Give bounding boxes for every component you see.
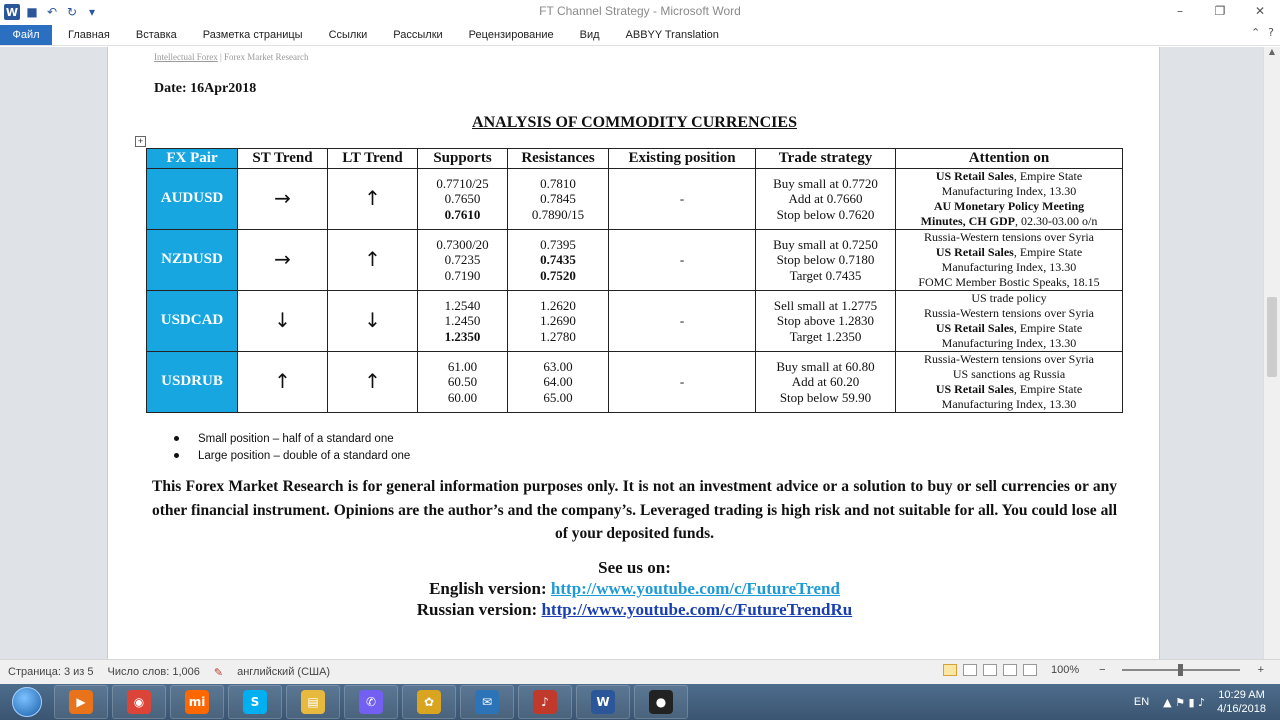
resistance-level: 0.7810 bbox=[540, 175, 576, 191]
vertical-scrollbar[interactable] bbox=[1263, 47, 1280, 659]
resistance-level: 0.7520 bbox=[540, 267, 576, 283]
taskbar-app-skype[interactable] bbox=[228, 685, 282, 719]
zoom-level[interactable]: 100% bbox=[1050, 664, 1080, 676]
page-counter[interactable]: Страница: 3 из 5 bbox=[8, 666, 94, 678]
taskbar-app-sticker[interactable] bbox=[402, 685, 456, 719]
attention-text: , Empire State bbox=[1013, 245, 1083, 259]
attention-line bbox=[898, 382, 1120, 397]
lt-trend-arrow-icon: ↑ bbox=[328, 169, 418, 230]
taskbar-app-viber[interactable] bbox=[344, 685, 398, 719]
skype-icon: S bbox=[243, 690, 267, 714]
attention-line: US sanctions ag Russia bbox=[952, 367, 1066, 381]
window-title: FT Channel Strategy - Microsoft Word bbox=[539, 4, 741, 18]
attention-cell bbox=[896, 230, 1123, 291]
save-icon[interactable]: ■ bbox=[26, 5, 38, 19]
header-subtitle: | Forex Market Research bbox=[217, 52, 309, 62]
support-level: 0.7235 bbox=[444, 252, 481, 268]
fx-pair-cell: USDRUB bbox=[147, 352, 238, 413]
attention-line bbox=[898, 214, 1120, 229]
attention-bold: US Retail Sales bbox=[935, 382, 1014, 396]
st-trend-arrow-icon: ↓ bbox=[238, 291, 328, 352]
attention-cell bbox=[896, 291, 1123, 352]
list-item bbox=[174, 430, 410, 447]
explorer-icon: ▤ bbox=[301, 690, 325, 714]
header-attention-on: Attention on bbox=[896, 149, 1123, 169]
tab-mailings[interactable]: Рассылки bbox=[393, 28, 443, 41]
strategy-line: Buy small at 0.7250 bbox=[773, 236, 878, 252]
existing-position-cell: - bbox=[609, 230, 756, 291]
tab-view[interactable]: Вид bbox=[579, 28, 600, 41]
media-icon: ♪ bbox=[533, 690, 557, 714]
existing-position-cell: - bbox=[609, 169, 756, 230]
see-us-heading: See us on: bbox=[598, 558, 671, 577]
title-bar bbox=[0, 0, 1280, 24]
strategy-line: Sell small at 1.2775 bbox=[773, 297, 878, 313]
attention-line: FOMC Member Bostic Speaks, 18.15 bbox=[918, 275, 1100, 289]
resistances-cell bbox=[508, 169, 609, 230]
attention-line: Russia-Western tensions over Syria bbox=[923, 306, 1094, 320]
quick-access-toolbar bbox=[0, 0, 102, 24]
header-brand: Intellectual Forex bbox=[154, 52, 218, 62]
resistance-level: 63.00 bbox=[543, 358, 573, 374]
taskbar-apps bbox=[54, 685, 692, 719]
support-level: 60.00 bbox=[447, 389, 478, 405]
attention-bold: US Retail Sales bbox=[935, 321, 1014, 335]
note-text: Large position – double of a standard one bbox=[198, 449, 411, 462]
tab-page-layout[interactable]: Разметка страницы bbox=[202, 28, 303, 41]
taskbar-app-media[interactable] bbox=[518, 685, 572, 719]
strategy-line: Stop below 0.7180 bbox=[776, 252, 875, 268]
attention-text: , Empire State bbox=[1013, 169, 1083, 183]
zoom-out-button[interactable]: − bbox=[1099, 664, 1106, 676]
table-header-row bbox=[147, 149, 1123, 169]
print-layout-view-button[interactable] bbox=[943, 664, 957, 676]
taskbar-app-obs[interactable] bbox=[634, 685, 688, 719]
resistance-level: 1.2690 bbox=[540, 313, 576, 329]
tab-home[interactable]: Главная bbox=[68, 28, 110, 41]
strategy-line: Target 1.2350 bbox=[789, 328, 862, 344]
media-player-icon: ▶ bbox=[69, 690, 93, 714]
supports-cell bbox=[418, 352, 508, 413]
list-item bbox=[174, 447, 410, 464]
table-row bbox=[147, 169, 1123, 230]
viber-icon: ✆ bbox=[359, 690, 383, 714]
tab-file[interactable]: Файл bbox=[0, 25, 52, 45]
word-logo: W bbox=[5, 5, 19, 19]
qat-menu-icon[interactable]: ▾ bbox=[88, 5, 96, 19]
attention-bold: Minutes, CH GDP bbox=[920, 214, 1015, 228]
taskbar-app-thunderbird[interactable] bbox=[460, 685, 514, 719]
support-level: 0.7650 bbox=[444, 191, 481, 207]
resistance-level: 64.00 bbox=[543, 374, 573, 390]
table-move-handle[interactable]: + bbox=[135, 136, 146, 147]
fx-pair-cell: NZDUSD bbox=[147, 230, 238, 291]
russian-version-line bbox=[108, 600, 1161, 620]
resistances-cell bbox=[508, 230, 609, 291]
minimize-icon[interactable]: – bbox=[1177, 4, 1183, 18]
tab-review[interactable]: Рецензирование bbox=[468, 28, 554, 41]
fx-pair-cell: USDCAD bbox=[147, 291, 238, 352]
support-level: 61.00 bbox=[447, 358, 478, 374]
support-level: 1.2540 bbox=[444, 297, 481, 313]
support-level: 0.7300/20 bbox=[436, 236, 489, 252]
full-screen-view-button[interactable] bbox=[963, 664, 977, 676]
resistances-cell bbox=[508, 352, 609, 413]
status-bar bbox=[0, 659, 1280, 684]
trade-strategy-cell bbox=[756, 169, 896, 230]
attention-line bbox=[898, 245, 1120, 260]
document-page[interactable] bbox=[107, 47, 1160, 659]
english-youtube-link[interactable]: http://www.youtube.com/c/FutureTrend bbox=[550, 579, 840, 598]
attention-line: AU Monetary Policy Meeting bbox=[933, 199, 1085, 213]
attention-cell bbox=[896, 352, 1123, 413]
attention-text: , Empire State bbox=[1013, 321, 1083, 335]
position-notes-list bbox=[174, 430, 410, 464]
header-fx-pair: FX Pair bbox=[147, 149, 238, 169]
header-supports: Supports bbox=[418, 149, 508, 169]
document-title: ANALYSIS OF COMMODITY CURRENCIES bbox=[472, 114, 797, 131]
clock-time: 10:29 AM bbox=[1218, 689, 1265, 701]
st-trend-arrow-icon: ↑ bbox=[238, 352, 328, 413]
header-trade-strategy: Trade strategy bbox=[756, 149, 896, 169]
table-row bbox=[147, 230, 1123, 291]
tab-insert[interactable]: Вставка bbox=[135, 28, 177, 41]
view-and-zoom-controls bbox=[943, 664, 1270, 676]
disclaimer-paragraph: This Forex Market Research is for general information purposes only. It is not an investment advice or a solution to buy or sell currencies or any other financial instrument. Opinions are the author’s and the company’s. Leveraged trading is high risk and not suitable for all. You could lose all of your deposited funds. bbox=[152, 478, 1117, 542]
header-st-trend: ST Trend bbox=[238, 149, 328, 169]
supports-cell bbox=[418, 230, 508, 291]
resistance-level: 1.2620 bbox=[540, 297, 576, 313]
document-date: Date: 16Apr2018 bbox=[154, 81, 257, 96]
clock-date: 4/16/2018 bbox=[1217, 703, 1266, 715]
support-level: 0.7190 bbox=[444, 267, 481, 283]
attention-line: Manufacturing Index, 13.30 bbox=[941, 336, 1077, 350]
header-lt-trend: LT Trend bbox=[328, 149, 418, 169]
st-trend-arrow-icon: → bbox=[238, 230, 328, 291]
strategy-line: Stop above 1.2830 bbox=[776, 313, 875, 329]
scroll-up-icon[interactable]: ▲ bbox=[1268, 47, 1276, 56]
russian-youtube-link[interactable]: http://www.youtube.com/c/FutureTrendRu bbox=[541, 600, 853, 619]
trade-strategy-cell bbox=[756, 352, 896, 413]
english-version-label: English version: bbox=[429, 579, 551, 598]
taskbar-app-explorer[interactable] bbox=[286, 685, 340, 719]
strategy-line: Add at 60.20 bbox=[791, 374, 860, 390]
chrome-icon: ◉ bbox=[127, 690, 151, 714]
word-count[interactable]: Число слов: 1,006 bbox=[107, 666, 200, 678]
tab-abbyy[interactable]: ABBYY Translation bbox=[625, 28, 719, 41]
lt-trend-arrow-icon: ↓ bbox=[328, 291, 418, 352]
supports-cell bbox=[418, 291, 508, 352]
bullet-icon bbox=[174, 453, 179, 458]
supports-cell bbox=[418, 169, 508, 230]
proofing-icon[interactable]: ✎ bbox=[213, 665, 224, 679]
help-icon[interactable]: ? bbox=[1268, 26, 1274, 39]
zoom-slider-thumb[interactable] bbox=[1178, 664, 1183, 676]
zoom-slider[interactable] bbox=[1122, 669, 1240, 671]
xiaomi-icon: mi bbox=[185, 690, 209, 714]
windows-taskbar bbox=[0, 684, 1280, 720]
lt-trend-arrow-icon: ↑ bbox=[328, 230, 418, 291]
language-indicator[interactable]: английский (США) bbox=[237, 666, 331, 678]
web-layout-view-button[interactable] bbox=[983, 664, 997, 676]
strategy-line: Target 0.7435 bbox=[789, 267, 862, 283]
redo-icon[interactable]: ↻ bbox=[66, 5, 78, 19]
trade-strategy-cell bbox=[756, 230, 896, 291]
attention-line bbox=[898, 321, 1120, 336]
draft-view-button[interactable] bbox=[1023, 664, 1037, 676]
scroll-thumb[interactable] bbox=[1267, 297, 1277, 377]
strategy-line: Add at 0.7660 bbox=[788, 191, 863, 207]
attention-text: , Empire State bbox=[1013, 382, 1083, 396]
fx-pair-cell: AUDUSD bbox=[147, 169, 238, 230]
fx-analysis-table bbox=[146, 148, 1123, 413]
strategy-line: Stop below 59.90 bbox=[779, 389, 872, 405]
table-row bbox=[147, 352, 1123, 413]
header-existing-position: Existing position bbox=[609, 149, 756, 169]
ribbon-tabs bbox=[0, 24, 1280, 46]
resistance-level: 0.7845 bbox=[540, 191, 576, 207]
tab-references[interactable]: Ссылки bbox=[328, 28, 368, 41]
lt-trend-arrow-icon: ↑ bbox=[328, 352, 418, 413]
strategy-line: Stop below 0.7620 bbox=[776, 206, 875, 222]
attention-line: US trade policy bbox=[971, 291, 1047, 305]
attention-line: Russia-Western tensions over Syria bbox=[923, 352, 1094, 366]
attention-line: Manufacturing Index, 13.30 bbox=[941, 184, 1077, 198]
word-app-icon[interactable] bbox=[2, 2, 22, 22]
window-controls bbox=[1160, 0, 1280, 22]
russian-version-label: Russian version: bbox=[416, 600, 542, 619]
existing-position-cell: - bbox=[609, 291, 756, 352]
outline-view-button[interactable] bbox=[1003, 664, 1017, 676]
strategy-line: Buy small at 60.80 bbox=[776, 358, 875, 374]
trade-strategy-cell bbox=[756, 291, 896, 352]
support-level: 0.7610 bbox=[444, 206, 481, 222]
undo-icon[interactable]: ↶ bbox=[46, 5, 58, 19]
zoom-in-button[interactable]: + bbox=[1257, 664, 1264, 676]
word-icon: W bbox=[591, 690, 615, 714]
thunderbird-icon: ✉ bbox=[475, 690, 499, 714]
resistance-level: 65.00 bbox=[543, 389, 573, 405]
support-level: 1.2450 bbox=[444, 313, 481, 329]
strategy-line: Buy small at 0.7720 bbox=[773, 175, 878, 191]
taskbar-app-chrome[interactable] bbox=[112, 685, 166, 719]
attention-text: , 02.30-03.00 o/n bbox=[1015, 214, 1098, 228]
resistance-level: 1.2780 bbox=[540, 328, 576, 344]
ribbon-right-controls bbox=[1251, 26, 1274, 39]
resistance-level: 0.7890/15 bbox=[531, 206, 585, 222]
start-button[interactable] bbox=[0, 684, 54, 720]
attention-bold: US Retail Sales bbox=[935, 169, 1014, 183]
table-row bbox=[147, 291, 1123, 352]
system-clock[interactable] bbox=[1217, 688, 1266, 716]
windows-orb-icon bbox=[12, 687, 42, 717]
collapse-ribbon-icon[interactable]: ⌃ bbox=[1250, 26, 1261, 39]
taskbar-app-word[interactable] bbox=[576, 685, 630, 719]
support-level: 1.2350 bbox=[444, 328, 481, 344]
attention-line: Manufacturing Index, 13.30 bbox=[941, 397, 1077, 411]
system-tray bbox=[1134, 684, 1280, 720]
taskbar-app-xiaomi[interactable] bbox=[170, 685, 224, 719]
taskbar-app-media-player[interactable] bbox=[54, 685, 108, 719]
attention-line bbox=[898, 169, 1120, 184]
maximize-icon[interactable]: ❐ bbox=[1214, 4, 1226, 18]
english-version-line bbox=[108, 579, 1161, 599]
support-level: 0.7710/25 bbox=[436, 175, 489, 191]
page-header bbox=[154, 52, 309, 62]
close-icon[interactable]: ✕ bbox=[1254, 4, 1266, 18]
note-text: Small position – half of a standard one bbox=[198, 432, 394, 445]
attention-bold: US Retail Sales bbox=[935, 245, 1014, 259]
input-language[interactable]: EN bbox=[1133, 696, 1150, 708]
attention-cell bbox=[896, 169, 1123, 230]
document-workspace bbox=[0, 47, 1280, 659]
obs-icon: ● bbox=[649, 690, 673, 714]
resistances-cell bbox=[508, 291, 609, 352]
tray-icons[interactable]: ▲ ⚑ ▮ ♪ bbox=[1163, 695, 1206, 709]
resistance-level: 0.7395 bbox=[540, 236, 576, 252]
existing-position-cell: - bbox=[609, 352, 756, 413]
resistance-level: 0.7435 bbox=[540, 252, 576, 268]
bullet-icon bbox=[174, 436, 179, 441]
header-resistances: Resistances bbox=[508, 149, 609, 169]
attention-line: Russia-Western tensions over Syria bbox=[923, 230, 1094, 244]
sticker-icon: ✿ bbox=[417, 690, 441, 714]
support-level: 60.50 bbox=[447, 374, 478, 390]
attention-line: Manufacturing Index, 13.30 bbox=[941, 260, 1077, 274]
st-trend-arrow-icon: → bbox=[238, 169, 328, 230]
